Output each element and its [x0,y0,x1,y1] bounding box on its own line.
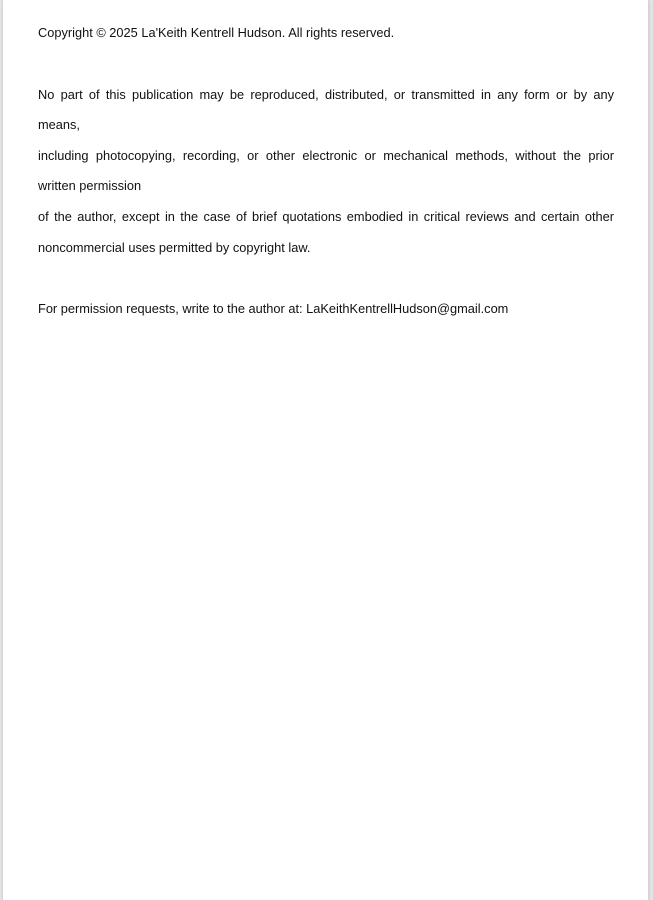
permission-requests: For permission requests, write to the author at: LaKeithKentrellHudson@gmail.com [38,301,509,317]
rights-line-3: including photocopying, recording, or other electronic or mechanical methods, without the prior [38,147,614,163]
rights-line-2: means, [38,117,80,133]
rights-line-6: noncommercial uses permitted by copyright law. [38,239,311,255]
rights-line-1: No part of this publication may be reproduced, distributed, or transmitted in any form or by any [38,86,614,102]
document-page [3,0,648,900]
copyright-page-text [38,24,614,331]
paragraph-gap [38,55,614,86]
rights-line-4: written permission [38,178,142,194]
copyright-notice: Copyright © 2025 La'Keith Kentrell Hudson. All rights reserved. [38,25,395,40]
rights-line-5: of the author, except in the case of brief quotations embodied in critical reviews and certain other [38,208,614,224]
paragraph-gap [38,269,614,300]
